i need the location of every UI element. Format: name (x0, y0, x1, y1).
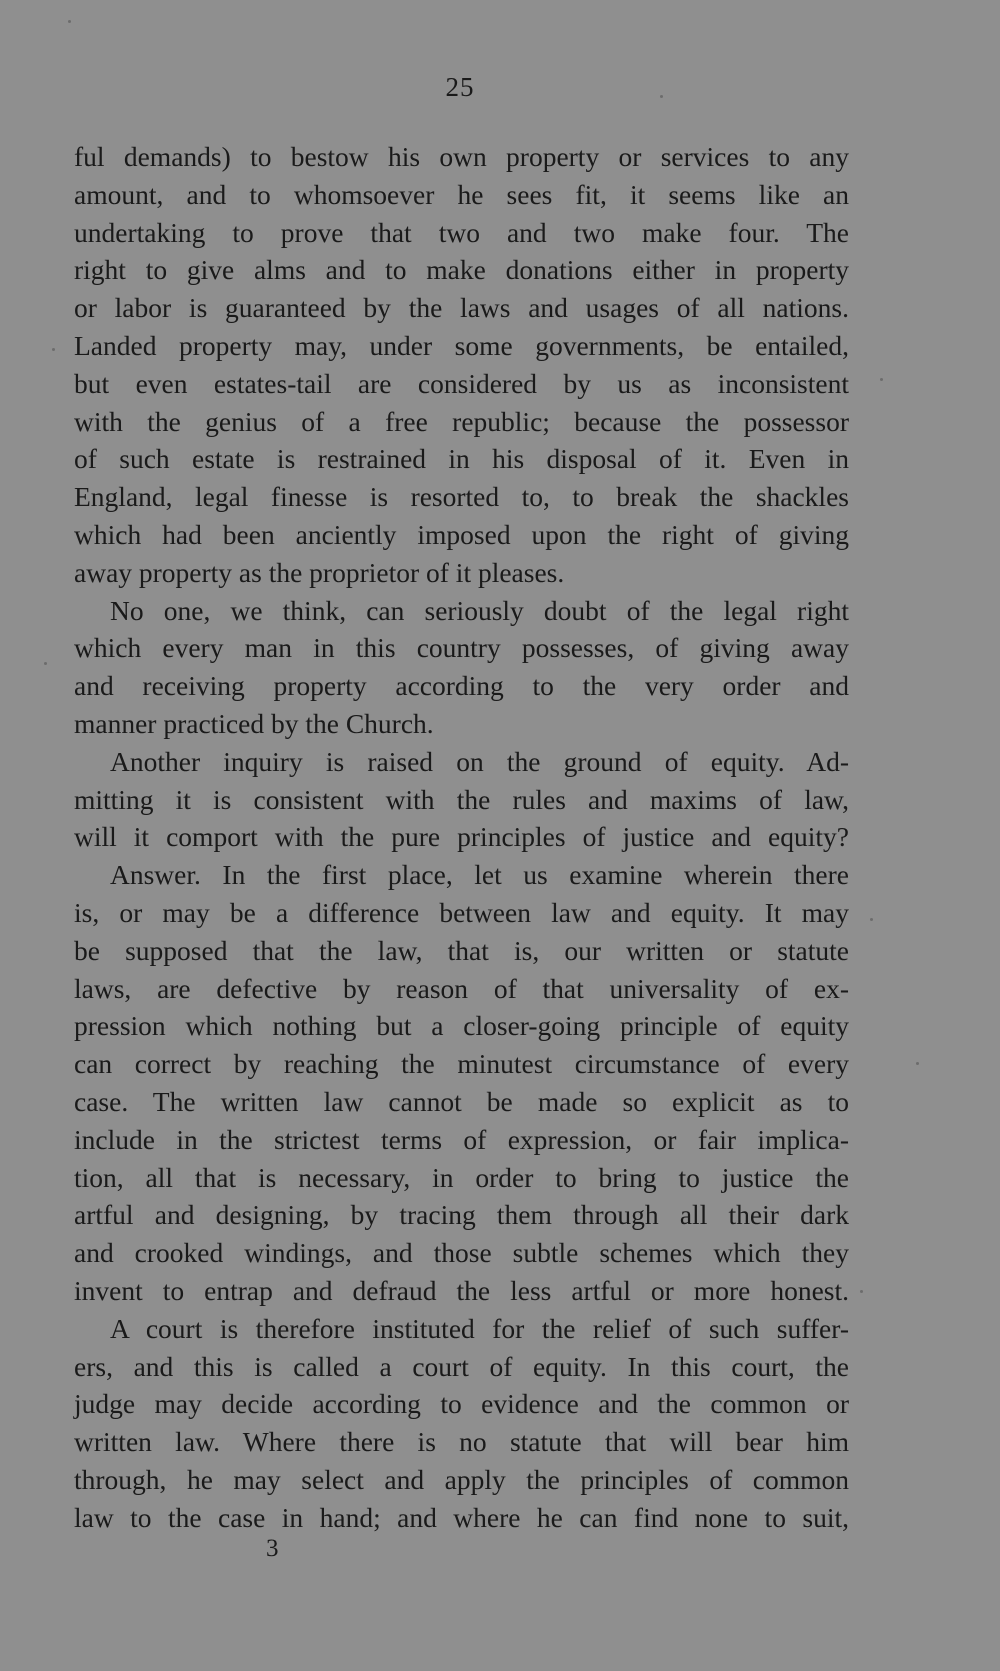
paragraph (74, 592, 849, 743)
scan-speck (916, 1062, 919, 1065)
text-line: will it comport with the pure principles of justice and equity? (74, 821, 849, 853)
text-line: tion, all that is necessary, in order to bring to justice the (74, 1161, 849, 1193)
text-line: which had been anciently imposed upon the right of giving (74, 518, 849, 550)
text-line: which every man in this country possesses, of giving away (74, 632, 849, 664)
text-line: of such estate is restrained in his disposal of it. Even in (74, 443, 849, 475)
text-line: or labor is guaranteed by the laws and usages of all nations. (74, 292, 849, 324)
text-line: pression which nothing but a closer-going principle of equity (74, 1010, 849, 1042)
text-line: but even estates-tail are considered by us as inconsistent (74, 367, 849, 399)
text-line: England, legal finesse is resorted to, to break the shackles (74, 481, 849, 513)
text-line: ful demands) to bestow his own property or services to any (74, 141, 849, 172)
body-text (74, 138, 849, 1536)
text-line: undertaking to prove that two and two make four. The (74, 216, 849, 248)
text-line: and crooked windings, and those subtle schemes which they (74, 1237, 849, 1269)
text-line: ers, and this is called a court of equity. In this court, the (74, 1350, 849, 1382)
text-line: manner practiced by the Church. (74, 707, 434, 739)
text-line: Landed property may, under some governments, be entailed, (74, 329, 849, 361)
paragraph (74, 1310, 849, 1537)
text-line: through, he may select and apply the principles of common (74, 1463, 849, 1495)
page-number: 25 (445, 72, 475, 102)
text-line: laws, are defective by reason of that universality of ex- (74, 972, 849, 1004)
text-line: invent to entrap and defraud the less artful or more honest. (74, 1274, 849, 1306)
paragraph (74, 743, 849, 856)
text-line: law to the case in hand; and where he can find none to suit, (74, 1501, 849, 1533)
text-line: mitting it is consistent with the rules and maxims of law, (74, 783, 849, 815)
scan-speck (44, 662, 47, 665)
text-line: judge may decide according to evidence and the common or (74, 1388, 849, 1420)
paragraph (74, 138, 849, 592)
scan-speck (52, 348, 55, 351)
text-line: A court is therefore instituted for the relief of such suffer- (110, 1312, 849, 1344)
text-line: and receiving property according to the very order and (74, 670, 849, 702)
scan-speck (660, 95, 663, 98)
text-line: case. The written law cannot be made so explicit as to (74, 1085, 849, 1117)
text-line: right to give alms and to make donations either in property (74, 254, 849, 286)
text-line: No one, we think, can seriously doubt of the legal right (110, 594, 849, 626)
text-line: Answer. In the first place, let us examine wherein there (110, 859, 849, 891)
text-line: include in the strictest terms of expression, or fair implica- (74, 1123, 849, 1155)
signature-mark: 3 (266, 1535, 279, 1562)
scan-speck (870, 918, 873, 921)
text-line: can correct by reaching the minutest circumstance of every (74, 1048, 849, 1080)
text-line: amount, and to whomsoever he sees fit, it seems like an (74, 178, 849, 210)
scan-speck (880, 378, 883, 381)
text-line: artful and designing, by tracing them through all their dark (74, 1199, 849, 1231)
text-line: with the genius of a free republic; because the possessor (74, 405, 849, 437)
scan-speck (860, 1290, 863, 1293)
paragraph (74, 856, 849, 1310)
text-line: Another inquiry is raised on the ground of equity. Ad- (110, 745, 849, 777)
text-line: is, or may be a difference between law and equity. It may (74, 896, 849, 928)
text-line: away property as the proprietor of it pleases. (74, 556, 565, 588)
text-line: be supposed that the law, that is, our written or statute (74, 934, 849, 966)
text-line: written law. Where there is no statute that will bear him (74, 1426, 849, 1458)
scan-speck (68, 20, 71, 23)
